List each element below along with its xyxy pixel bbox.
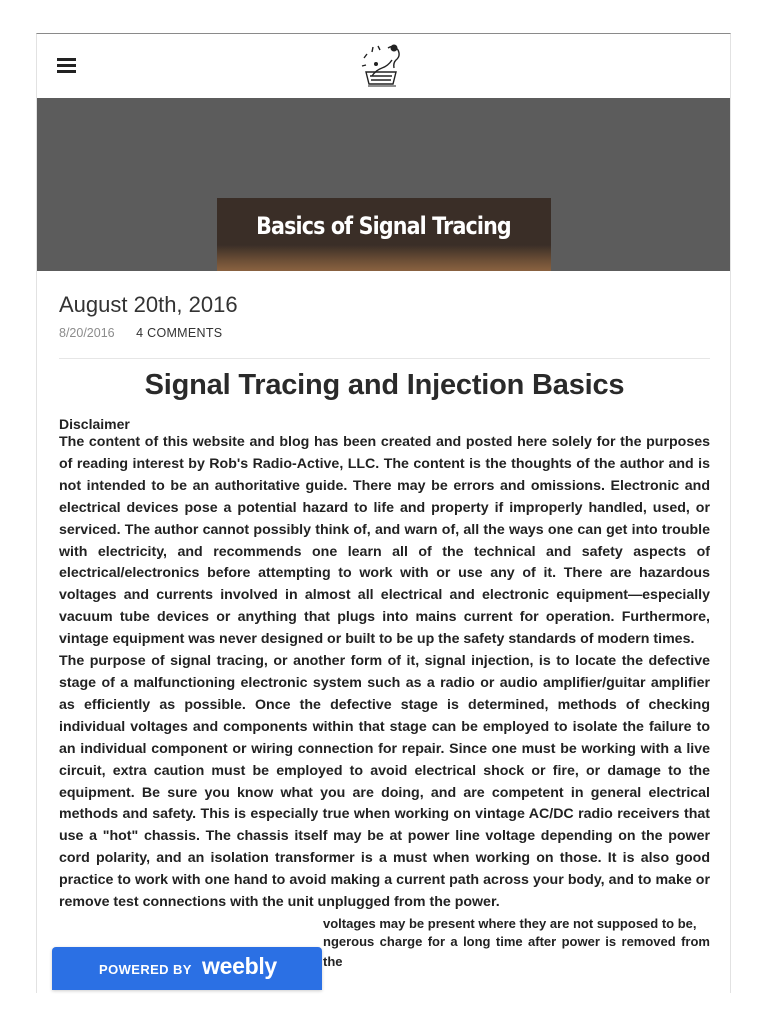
post-meta [59, 326, 710, 340]
article-title: Signal Tracing and Injection Basics [144, 369, 625, 401]
body-paragraph-continued: voltages may be present where they are not supposed to be, [323, 915, 697, 931]
disclaimer-label: Disclaimer [59, 416, 130, 432]
blog-post [59, 292, 710, 972]
disclaimer-paragraph: The content of this website and blog has been created and posted here solely for the purposes of reading interest by Rob's Radio-Active, LLC. The content is the thoughts of the author and is not intended to be an authoritative guide. There may be errors and omissions. Electronic and electrical devices pose a potential hazard to life and property if improperly handled, used, or serviced. The author cannot possibly think of, and warn of, all the ways one can get into trouble with electricity, and recommends one learn all of the technical and safety aspects of electrical/electronics before attempting to work with or use any of it. There are hazardous voltages and currents involved in almost all electrical and electronic equipment—especially vacuum tube devices or anything that plugs into mains current for operation. Furthermore, vintage equipment was never designed or built to be up the safety standards of modern times. [59, 434, 710, 648]
post-date: 8/20/2016 [59, 326, 115, 340]
weebly-logo: weebly [202, 953, 277, 979]
hero-title: Basics of Signal Tracing [256, 212, 511, 240]
hamburger-menu-icon[interactable] [57, 58, 76, 73]
top-navigation-bar [37, 34, 730, 98]
site-logo[interactable] [358, 42, 408, 90]
hero-banner [37, 98, 730, 271]
body-paragraph-continued: ngerous charge for a long time after power is removed from the [323, 933, 710, 969]
divider [59, 358, 710, 359]
comments-link[interactable]: 4 COMMENTS [136, 326, 223, 340]
post-date-heading[interactable]: August 20th, 2016 [59, 292, 238, 317]
powered-by-weebly-badge[interactable] [52, 947, 322, 990]
page-frame [36, 33, 731, 993]
powered-by-label: POWERED BY [99, 962, 192, 977]
body-paragraph: The purpose of signal tracing, or another form of it, signal injection, is to locate the defective stage of a malfunctioning electronic system such as a radio or audio amplifier/guitar amplifier as efficiently as possible. Once the defective stage is determined, methods of checking individual voltages and components within that stage can be employed to isolate the failure to an individual component or wiring connection for repair. Since one must be working with a live circuit, extra caution must be employed to avoid electrical shock or fire, or damage to the equipment. Be sure you know what you are doing, and are competent in general electrical methods and safety. This is especially true when working on vintage AC/DC radio receivers that use a "hot" chassis. The chassis itself may be at power line voltage depending on the power cord polarity, and an isolation transformer is a must when working on those. It is also good practice to work with one hand to avoid making a current path across your body, and to make or remove test connections with the unit unplugged from the power. [59, 653, 710, 911]
